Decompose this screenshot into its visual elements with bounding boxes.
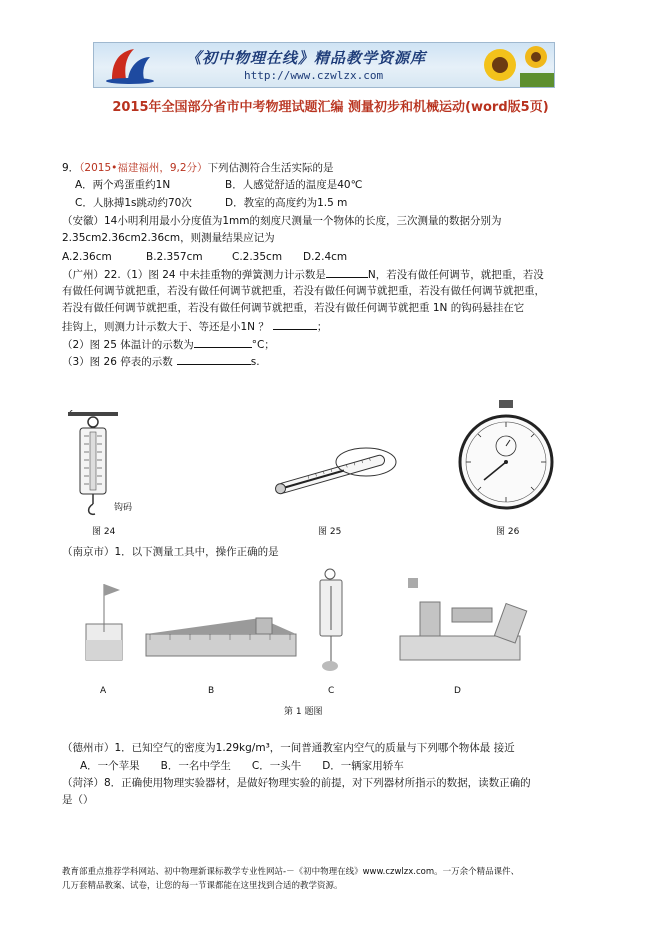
q9-number: 9． <box>62 162 80 174</box>
nanjing-label-a: A <box>100 686 107 696</box>
answer-blank-4[interactable] <box>177 352 251 365</box>
sunflower-icon <box>470 43 554 87</box>
anhui-option-d: D.2.4cm <box>303 251 348 263</box>
q9-option-c: C．人脉搏1s跳动约70次 <box>75 197 192 209</box>
q9-stem-line <box>62 160 334 176</box>
stopwatch-figure <box>456 398 556 514</box>
ruler-option-b-icon <box>146 618 296 656</box>
beaker-option-a-icon <box>86 584 122 660</box>
q9-stem: 下列估测符合生活实际的是 <box>207 162 334 174</box>
nanjing-figure-caption: 第 1 题图 <box>284 707 323 717</box>
dezhou-options: A．一个苹果 B．一名中学生 C．一头牛 D．一辆家用轿车 <box>80 760 404 772</box>
anhui-option-a: A.2.36cm <box>62 251 112 263</box>
nanjing-figure <box>80 566 540 702</box>
anhui-line-1: （安徽）14小明利用最小分度值为1mm的刻度尺测量一个物体的长度，三次测量的数据分别为 <box>62 215 502 227</box>
dezhou-stem: （德州市）1．已知空气的密度为1.29kg/m³，一间普通教室内空气的质量与下列哪个物体最 接近 <box>62 742 515 754</box>
figure-24-weight-label: 钩码 <box>114 503 133 513</box>
figure-26-caption: 图 26 <box>496 527 520 537</box>
anhui-line-2: 2.35cm2.36cm2.36cm，则测量结果应记为 <box>62 232 275 244</box>
guangzhou-line-3: 若没有做任何调节就把重，若没有做任何调节就把重，若没有做任何调节就把重 1N 的钩码悬挂在它 <box>62 302 525 314</box>
nanjing-label-b: B <box>208 686 215 696</box>
q9-option-b: B．人感觉舒适的温度是40℃ <box>225 179 363 191</box>
document-title: 2015年全国部分省市中考物理试题汇编 测量初步和机械运动(word版5页) <box>112 100 549 115</box>
footer-line-1: 教育部重点推荐学科网站、初中物理新课标教学专业性网站-－《初中物理在线》www.czwlzx.com。一万余个精品课件、 <box>62 867 520 877</box>
figure-25-caption: 图 25 <box>318 527 342 537</box>
answer-blank-1[interactable] <box>326 265 368 278</box>
guangzhou-part-2: （2）图 25 体温计的示数为 °C； <box>62 335 275 353</box>
nanjing-stem: （南京市）1．以下测量工具中，操作正确的是 <box>62 546 279 558</box>
answer-blank-2[interactable] <box>273 317 317 330</box>
q9-option-d: D．教室的高度约为1.5 m <box>225 197 348 209</box>
site-logo-icon <box>100 45 160 85</box>
answer-blank-3[interactable] <box>194 335 252 348</box>
thermometer-figure <box>258 440 398 506</box>
heze-line-1: （菏泽）8．正确使用物理实验器材，是做好物理实验的前提，对下列器材所指示的数据，读数正确的 <box>62 777 531 789</box>
balance-option-d-icon <box>400 578 527 660</box>
figure-24-caption: 图 24 <box>92 527 116 537</box>
heze-line-2: 是（） <box>62 794 94 806</box>
guangzhou-line-4: 挂钩上，则测力计示数大于、等还是小1N ？ ； <box>62 317 327 335</box>
q9-option-a: A．两个鸡蛋重约1N <box>75 179 171 191</box>
nanjing-label-d: D <box>454 686 461 696</box>
guangzhou-line-1: （广州）22.（1）图 24 中未挂重物的弹簧测力计示数是 N，若没有做任何调节，就把重，若没 <box>62 265 544 283</box>
banner-url[interactable]: http://www.czwlzx.com <box>244 69 384 82</box>
spring-scale-figure <box>64 410 154 522</box>
nanjing-label-c: C <box>328 686 335 696</box>
guangzhou-line-2: 有做任何调节就把重，若没有做任何调节就把重，若没有做任何调节就把重，若没有做任何调节就把重， <box>62 285 545 297</box>
header-banner <box>93 42 555 88</box>
footer-line-2: 几万套精品教案、试卷，让您的每一节课都能在这里找到合适的教学资源。 <box>62 881 343 891</box>
q9-source: （2015•福建福州，9,2分） <box>79 162 208 174</box>
guangzhou-part-3: （3）图 26 停表的示数 s. <box>62 352 260 370</box>
banner-title: 《初中物理在线》精品教学资源库 <box>186 49 427 67</box>
anhui-option-c: C.2.35cm <box>232 251 283 263</box>
anhui-option-b: B.2.357cm <box>146 251 203 263</box>
spring-scale-option-c-icon <box>320 569 342 671</box>
